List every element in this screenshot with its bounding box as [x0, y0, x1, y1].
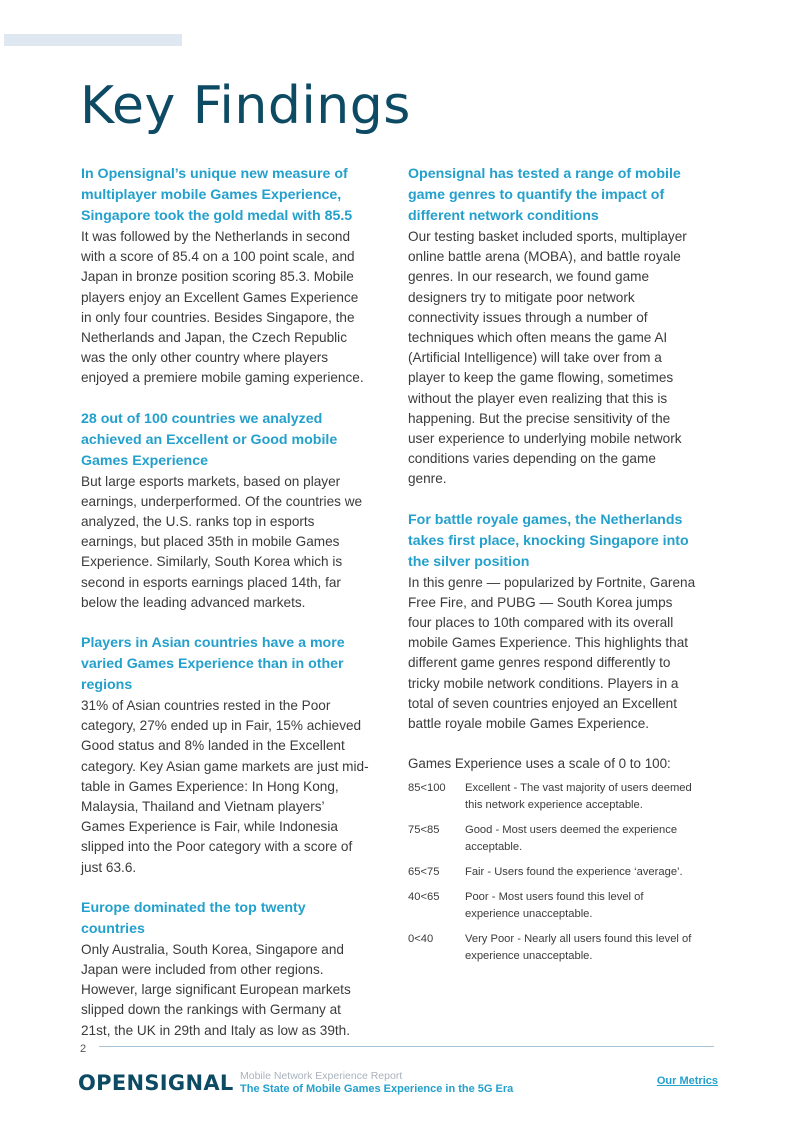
finding-body: 31% of Asian countries rested in the Poor category, 27% ended up in Fair, 15% achieved Good status and 8% landed in the Excellent category. Key Asian game markets are just mid-table in Games Experience: In Hong Kong, Malaysia, Thailand and Vietnam players’ Games Experience is Fair, while Indonesia slipped into the Poor category with a score of just 63.6.	[81, 698, 369, 875]
finding-heading: Players in Asian countries have a more varied Games Experience than in other regions	[81, 635, 345, 694]
opensignal-logo: OPENSIGNAL	[78, 1071, 234, 1095]
scale-description: Very Poor - Nearly all users found this level of experience unacceptable.	[465, 933, 692, 963]
top-accent-bar	[4, 34, 182, 46]
finding-body: It was followed by the Netherlands in second with a score of 85.4 on a 100 point scale, and Japan in bronze position scoring 85.3. Mobile players enjoy an Excellent Games Experience in only four countries. Besides Singapore, the Netherlands and Japan, the Czech Republic was the only other country where players enjoyed a premiere mobile gaming experience.	[81, 229, 364, 386]
scale-row	[408, 822, 698, 856]
scale-description: Fair - Users found the experience ‘average’.	[465, 866, 683, 879]
scale-row	[408, 931, 698, 965]
finding-heading: For battle royale games, the Netherlands takes first place, knocking Singapore into the silver position	[408, 511, 689, 570]
report-label: Mobile Network Experience Report	[240, 1070, 403, 1082]
finding-body: In this genre — popularized by Fortnite, Garena Free Fire, and PUBG — South Korea jumps four places to 10th compared with its overall mobile Games Experience. This highlights that different game genres respond differently to tricky mobile network conditions. Players in a total of seven countries enjoyed an Excellent battle royale mobile Games Experience.	[408, 574, 696, 732]
scale-range: 0<40	[408, 933, 434, 946]
scale-row	[408, 780, 698, 814]
page-title: Key Findings	[80, 76, 411, 136]
finding-block	[81, 633, 371, 878]
right-column	[408, 164, 698, 973]
finding-block	[81, 164, 371, 389]
scale-range: 75<85	[408, 824, 440, 837]
scale-range: 85<100	[408, 782, 446, 795]
scale-description: Good - Most users deemed the experience acceptable.	[465, 824, 678, 854]
finding-body: Our testing basket included sports, multiplayer online battle arena (MOBA), and battle royale genres. In our research, we found game designers try to mitigate poor network connectivity issues through a number of techniques which often means the game AI (Artificial Intelligence) will take over from a player to keep the game flowing, sometimes without the player even realizing that this is happening. But the precise sensitivity of the user experience to underlying mobile network conditions varies depending on the game genre.	[408, 229, 687, 487]
scale-description: Excellent - The vast majority of users deemed this network experience acceptable.	[465, 782, 692, 812]
finding-block	[408, 164, 698, 490]
report-title: The State of Mobile Games Experience in the 5G Era	[240, 1083, 514, 1095]
finding-heading: Europe dominated the top twenty countries	[81, 899, 306, 937]
scale-row	[408, 889, 698, 923]
scale-range: 40<65	[408, 891, 440, 904]
finding-block	[81, 409, 371, 613]
scale-description: Poor - Most users found this level of experience unacceptable.	[465, 891, 644, 921]
finding-block	[81, 898, 371, 1041]
page-number: 2	[80, 1043, 87, 1055]
footer-divider	[99, 1046, 714, 1047]
scale-intro: Games Experience uses a scale of 0 to 100:	[408, 756, 671, 772]
finding-block	[408, 510, 698, 735]
our-metrics-link[interactable]: Our Metrics	[656, 1075, 718, 1087]
finding-body: But large esports markets, based on player earnings, underperformed. Of the countries we analyzed, the U.S. ranks top in esports earnings, but placed 35th in mobile Games Experience. Similarly, South Korea which is second in esports earnings placed 14th, far below the leading advanced markets.	[81, 473, 363, 610]
left-column	[81, 164, 371, 1061]
finding-heading: 28 out of 100 countries we analyzed achieved an Excellent or Good mobile Games Experience	[81, 410, 338, 469]
score-scale	[408, 754, 698, 965]
finding-heading: In Opensignal’s unique new measure of multiplayer mobile Games Experience, Singapore took the gold medal with 85.5	[81, 166, 353, 224]
scale-range: 65<75	[408, 866, 440, 879]
scale-row	[408, 864, 698, 881]
finding-heading: Opensignal has tested a range of mobile game genres to quantify the impact of different network conditions	[408, 166, 681, 224]
finding-body: Only Australia, South Korea, Singapore and Japan were included from other regions. However, large significant European markets slipped down the rankings with Germany at 21st, the UK in 29th and Italy as low as 39th.	[81, 941, 351, 1038]
